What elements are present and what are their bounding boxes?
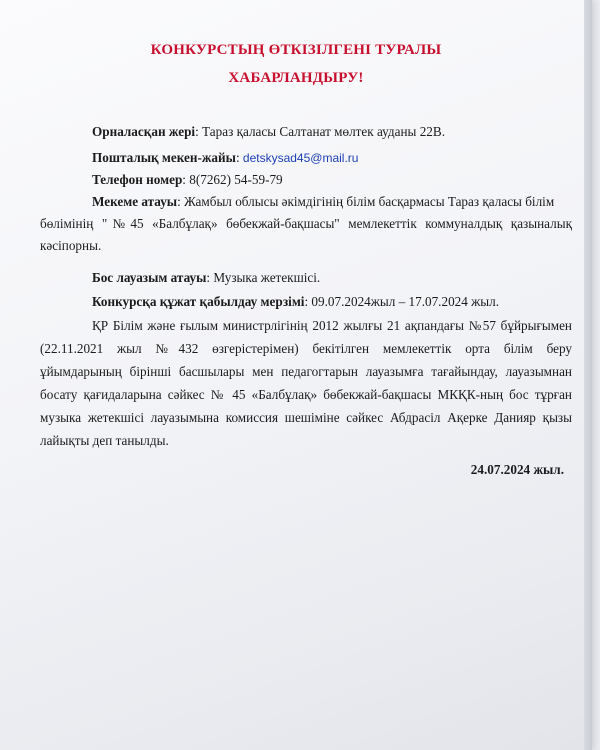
email-link[interactable]: detskysad45@mail.ru (242, 151, 359, 165)
institution-line-2: бөлімінің "№45 «Балбұлақ» бөбекжай-бақшасы" мемлекеттік коммуналдық қазыналық (40, 216, 572, 231)
deadline-label: Конкурсқа құжат қабылдау мерзімі (92, 294, 305, 309)
page-edge (584, 0, 592, 750)
postal-separator: : (235, 150, 243, 165)
deadline-value: : 09.07.2024жыл – 17.07.2024 жыл. (304, 294, 500, 309)
announcement-title-line1: КОНКУРСТЫҢ ӨТКІЗІЛГЕНІ ТУРАЛЫ (150, 42, 442, 58)
body-line-5: музыка жетекшісі лауазымына комиссия шешіміне сәйкес Абдрасіл Ақерке Данияр қызы (40, 410, 572, 425)
deadline-line (92, 294, 499, 310)
postal-line (92, 150, 358, 166)
body-line-2: (22.11.2021 жыл №432 өзгерістерімен) бекітілген мемлекеттік орта білім беру (40, 341, 572, 356)
vacancy-label: Бос лауазым атауы (92, 270, 207, 285)
location-line (92, 124, 445, 140)
location-value: : Тараз қаласы Салтанат мөлтек ауданы 22В. (195, 124, 445, 139)
postal-label: Пошталық мекен-жайы (92, 150, 236, 165)
document-date: 24.07.2024 жыл. (470, 462, 564, 477)
institution-value-1: : Жамбыл облысы әкімдігінің білім басқармасы Тараз қаласы білім (177, 194, 555, 209)
body-line-4: босату қағидаларына сәйкес № 45 «Балбұлақ» бөбекжай-бақшасы МКҚК-ның бос тұрған (40, 387, 572, 402)
body-line-6: лайықты деп танылды. (40, 433, 169, 448)
institution-line-1 (92, 194, 554, 210)
institution-line-3: кәсіпорны. (40, 238, 102, 253)
phone-line (92, 172, 283, 188)
announcement-title-line2: ХАБАРЛАНДЫРУ! (228, 70, 364, 86)
vacancy-line (92, 270, 320, 286)
phone-label: Телефон номер (92, 172, 183, 187)
body-line-3: ұйымдарының бірінші басшылары мен педагогтарын лауазымға тағайындау, лауазымнан (40, 364, 572, 379)
phone-value: : 8(7262) 54-59-79 (182, 172, 283, 187)
vacancy-value: : Музыка жетекшісі. (206, 270, 321, 285)
body-line-1: ҚР Білім және ғылым министрлігінің 2012 жылғы 21 ақпандағы №57 бұйрығымен (92, 318, 572, 333)
institution-label: Мекеме атауы (92, 194, 178, 209)
location-label: Орналасқан жері (92, 124, 196, 139)
